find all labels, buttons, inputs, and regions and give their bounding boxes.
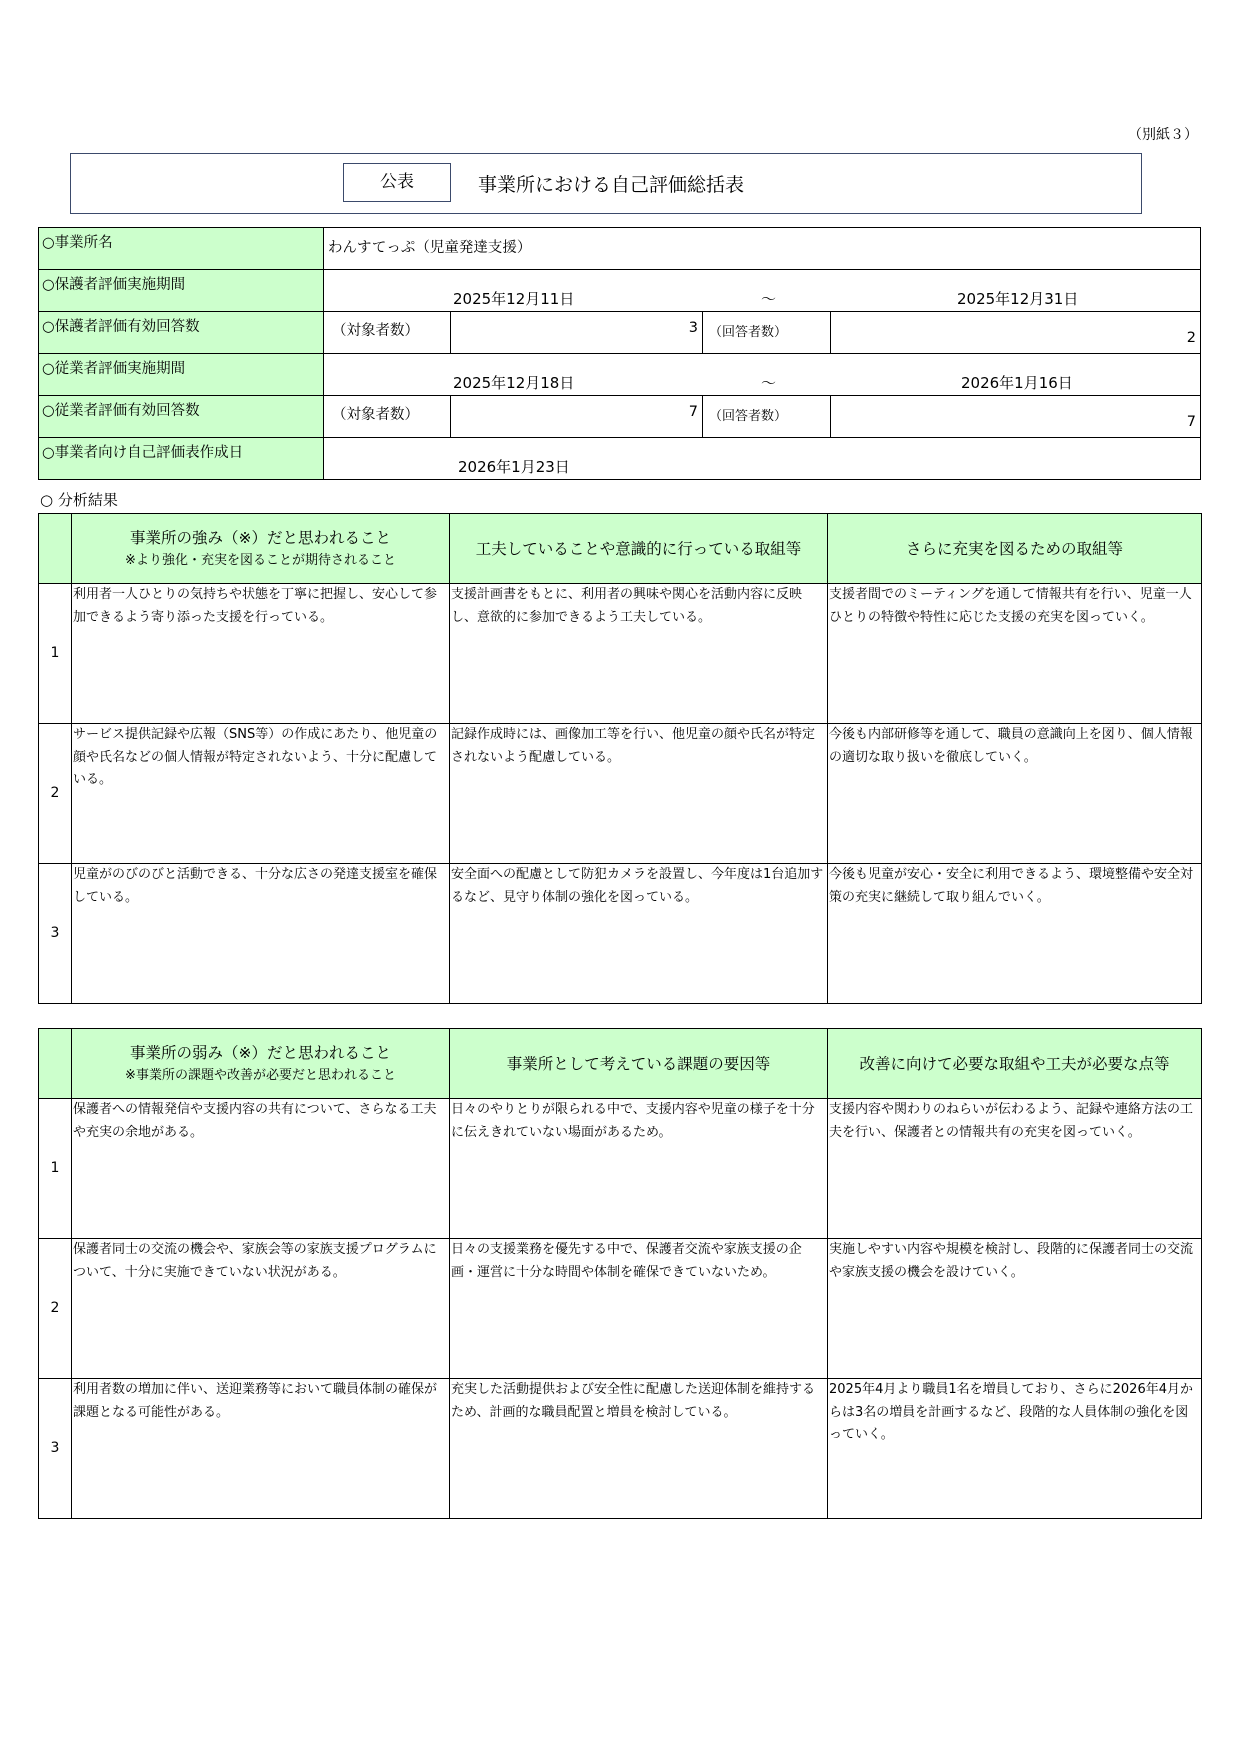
weakness-cell: 利用者数の増加に伴い、送迎業務等において職員体制の確保が課題となる可能性がある。	[72, 1379, 450, 1519]
public-badge: 公表	[343, 163, 451, 202]
guardian-answer-count: 2	[831, 312, 1201, 354]
guardian-period-end: 2025年12月31日	[957, 290, 1079, 308]
created-date-value	[324, 438, 1201, 480]
weakness-cell: 保護者への情報発信や支援内容の共有について、さらなる工夫や充実の余地がある。	[72, 1099, 450, 1239]
effort-cell: 支援計画書をもとに、利用者の興味や関心を活動内容に反映し、意欲的に参加できるよう工夫している。	[450, 584, 828, 724]
analysis-label: ○ 分析結果	[40, 491, 118, 509]
improvement-cell: 2025年4月より職員1名を増員しており、さらに2026年4月からは3名の増員を計画するなど、段階的な人員体制の強化を図っていく。	[828, 1379, 1202, 1519]
created-date: 2026年1月23日	[458, 458, 570, 476]
tilde: ～	[761, 290, 777, 308]
created-date-label: ○事業者向け自己評価表作成日	[39, 438, 324, 480]
guardian-period-label: ○保護者評価実施期間	[39, 270, 324, 312]
cause-cell: 充実した活動提供および安全性に配慮した送迎体制を維持するため、計画的な職員配置と増員を検討している。	[450, 1379, 828, 1519]
improvement-cell: 支援内容や関わりのねらいが伝わるよう、記録や連絡方法の工夫を行い、保護者との情報共有の充実を図っていく。	[828, 1099, 1202, 1239]
effort-cell: 記録作成時には、画像加工等を行い、他児童の顔や氏名が特定されないよう配慮している。	[450, 724, 828, 864]
staff-answers-label: ○従業者評価有効回答数	[39, 396, 324, 438]
header-strengths-title: 事業所の強み（※）だと思われること	[130, 528, 391, 547]
strength-cell: 利用者一人ひとりの気持ちや状態を丁寧に把握し、安心して参加できるよう寄り添った支援を行っている。	[72, 584, 450, 724]
strengths-table	[38, 513, 1202, 1004]
tilde: ～	[761, 374, 777, 392]
weakness-cell: 保護者同士の交流の機会や、家族会等の家族支援プログラムについて、十分に実施できていない状況がある。	[72, 1239, 450, 1379]
office-name-value: わんすてっぷ（児童発達支援）	[324, 228, 1201, 270]
header-weaknesses-title: 事業所の弱み（※）だと思われること	[130, 1043, 391, 1062]
header-efforts: 工夫していることや意識的に行っている取組等	[450, 514, 828, 584]
page-title: 事業所における自己評価総括表	[478, 174, 745, 196]
strength-cell: サービス提供記録や広報（SNS等）の作成にあたり、他児童の顔や氏名などの個人情報が特定されないよう、十分に配慮している。	[72, 724, 450, 864]
guardian-answers-label: ○保護者評価有効回答数	[39, 312, 324, 354]
staff-period-label: ○従業者評価実施期間	[39, 354, 324, 396]
header-improvements: 改善に向けて必要な取組や工夫が必要な点等	[828, 1029, 1202, 1099]
row-number: 2	[39, 1239, 72, 1379]
annex-label: （別紙３）	[1128, 127, 1198, 143]
staff-answer-count: 7	[831, 396, 1201, 438]
cause-cell: 日々の支援業務を優先する中で、保護者交流や家族支援の企画・運営に十分な時間や体制を確保できていないため。	[450, 1239, 828, 1379]
guardian-answer-label: （回答者数）	[703, 312, 831, 354]
further-cell: 今後も内部研修等を通して、職員の意識向上を図り、個人情報の適切な取り扱いを徹底していく。	[828, 724, 1202, 864]
guardian-period-start: 2025年12月11日	[453, 290, 575, 308]
cause-cell: 日々のやりとりが限られる中で、支援内容や児童の様子を十分に伝えきれていない場面があるため。	[450, 1099, 828, 1239]
staff-period-end: 2026年1月16日	[961, 374, 1073, 392]
further-cell: 今後も児童が安心・安全に利用できるよう、環境整備や安全対策の充実に継続して取り組んでいく。	[828, 864, 1202, 1004]
header-further: さらに充実を図るための取組等	[828, 514, 1202, 584]
header-strengths	[72, 514, 450, 584]
header-causes: 事業所として考えている課題の要因等	[450, 1029, 828, 1099]
header-strengths-note: ※より強化・充実を図ることが期待されること	[125, 552, 396, 568]
header-weaknesses-note: ※事業所の課題や改善が必要だと思われること	[125, 1067, 396, 1083]
row-number: 3	[39, 1379, 72, 1519]
header-index	[39, 514, 72, 584]
row-number: 3	[39, 864, 72, 1004]
guardian-target-label: （対象者数）	[324, 312, 451, 354]
further-cell: 支援者間でのミーティングを通して情報共有を行い、児童一人ひとりの特徴や特性に応じた支援の充実を図っていく。	[828, 584, 1202, 724]
row-number: 2	[39, 724, 72, 864]
guardian-target-count: 3	[451, 312, 703, 354]
staff-answer-label: （回答者数）	[703, 396, 831, 438]
staff-target-count: 7	[451, 396, 703, 438]
office-name-label: ○事業所名	[39, 228, 324, 270]
info-table	[38, 227, 1201, 480]
row-number: 1	[39, 584, 72, 724]
header-weaknesses	[72, 1029, 450, 1099]
header-index	[39, 1029, 72, 1099]
strength-cell: 児童がのびのびと活動できる、十分な広さの発達支援室を確保している。	[72, 864, 450, 1004]
weaknesses-table	[38, 1028, 1202, 1519]
effort-cell: 安全面への配慮として防犯カメラを設置し、今年度は1台追加するなど、見守り体制の強化を図っている。	[450, 864, 828, 1004]
staff-target-label: （対象者数）	[324, 396, 451, 438]
improvement-cell: 実施しやすい内容や規模を検討し、段階的に保護者同士の交流や家族支援の機会を設けていく。	[828, 1239, 1202, 1379]
guardian-period-value	[324, 270, 1201, 312]
staff-period-start: 2025年12月18日	[453, 374, 575, 392]
staff-period-value	[324, 354, 1201, 396]
row-number: 1	[39, 1099, 72, 1239]
